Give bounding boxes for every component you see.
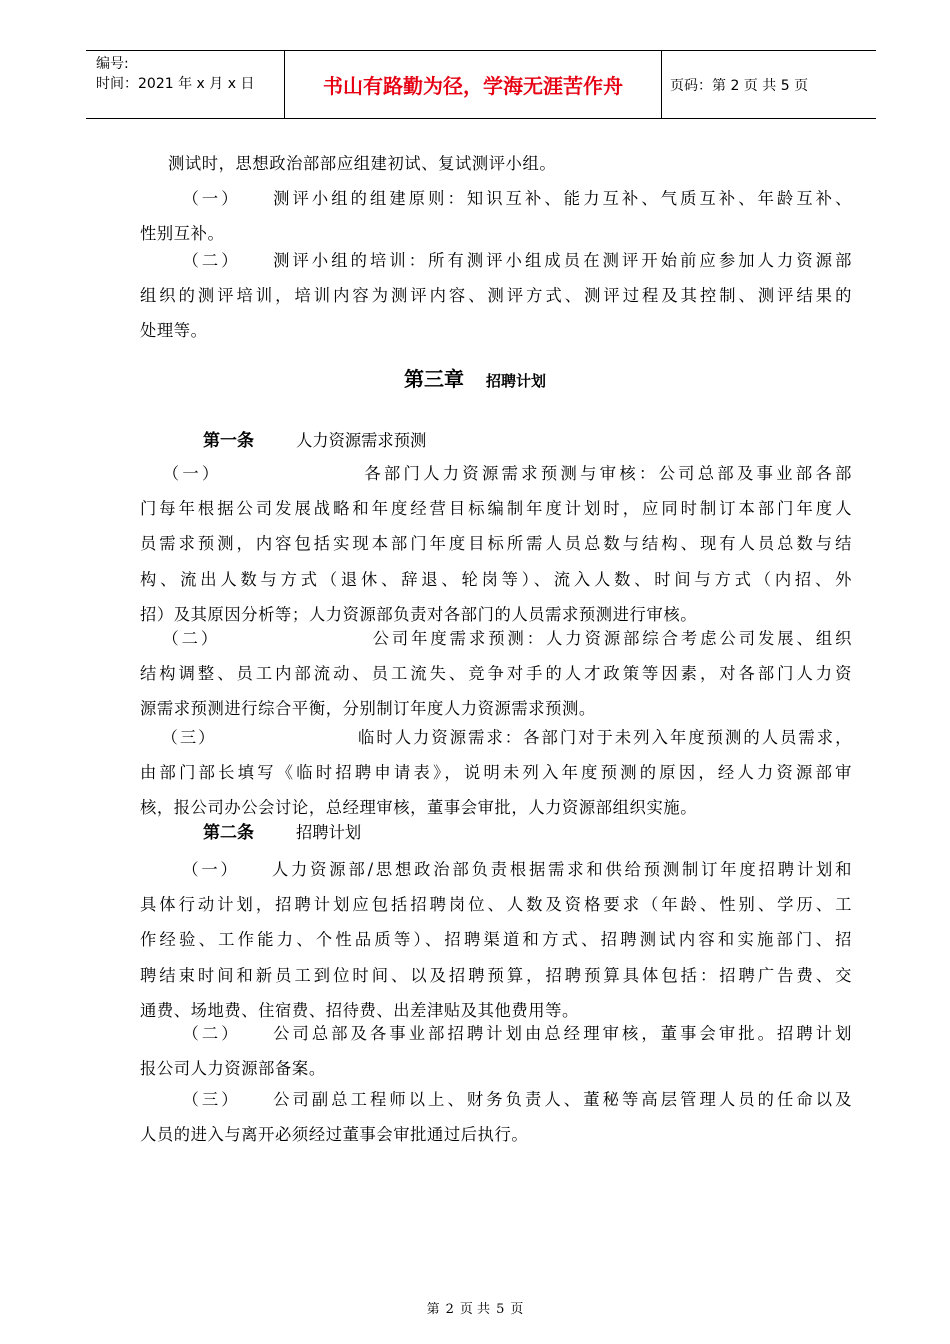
text-line: （一） 各部门人力资源需求预测与审核：公司总部及事业部各部 [160,464,852,483]
page-footer: 第 2 页 共 5 页 [426,1302,524,1317]
item-number: （三） [160,728,217,747]
text-line: 核，报公司办公会讨论，总经理审核，董事会审批，人力资源部组织实施。 [140,798,698,818]
paragraph [140,181,852,251]
item-number: （三） [180,1090,241,1109]
text-line: 性别互补。 [140,224,225,244]
article-heading [203,429,426,453]
article-title: 招聘计划 [296,823,362,842]
text-line: 报公司人力资源部备案。 [140,1059,326,1079]
header-page-info: 页码：第 2 页 共 5 页 [670,77,809,94]
text-line: 由部门部长填写《临时招聘申请表》，说明未列入年度预测的原因，经人力资源部审 [140,763,852,783]
paragraph [140,621,852,727]
item-number: （二） [180,1024,241,1043]
article-number: 第一条 [203,431,254,451]
text-line: 组织的测评培训，培训内容为测评内容、测评方式、测评过程及其控制、测评结果的 [140,286,852,306]
paragraph [140,1016,852,1086]
chapter-heading [0,363,950,392]
document-time: 时间：2021 年 x 月 x 日 [96,76,255,92]
page-header [86,50,876,119]
current-page-number: 2 [445,1302,454,1317]
item-number: （一） [180,860,240,879]
paragraph [140,146,852,181]
text-line: 构、流出人数与方式（退休、辞退、轮岗等）、流入人数、时间与方式（内招、外 [140,569,852,589]
text-line: 人员的进入与离开必须经过董事会审批通过后执行。 [140,1125,529,1145]
paragraph [140,852,852,1028]
text-line: （三） 公司副总工程师以上、财务负责人、董秘等高层管理人员的任命以及 [180,1090,852,1109]
item-number: （一） [180,189,241,208]
article-title: 人力资源需求预测 [296,431,427,450]
document-number-label: 编号: [96,56,129,72]
total-pages: 5 [496,1302,505,1317]
paragraph [140,720,852,826]
text-line: （二） 测评小组的培训：所有测评小组成员在测评开始前应参加人力资源部 [180,251,852,270]
header-meta [96,54,254,94]
chapter-number: 第三章 [403,367,464,391]
item-number: （二） [180,251,241,270]
text-line: 测试时，思想政治部部应组建初试、复试测评小组。 [168,154,557,173]
chapter-title: 招聘计划 [485,372,546,390]
article-heading [203,821,361,845]
text-line: （一） 测评小组的组建原则：知识互补、能力互补、气质互补、年龄互补、 [180,189,852,208]
text-line: 源需求预测进行综合平衡，分别制订年度人力资源需求预测。 [140,699,596,719]
text-line: 员需求预测，内容包括实现本部门年度目标所需人员总数与结构、现有人员总数与结 [140,534,852,554]
text-line: 聘结束时间和新员工到位时间、以及招聘预算，招聘预算具体包括：招聘广告费、交 [140,965,852,985]
article-number: 第二条 [203,823,254,843]
text-line: 门每年根据公司发展战略和年度经营目标编制年度计划时，应同时制订本部门年度人 [140,499,852,519]
text-line: （二） 公司总部及各事业部招聘计划由总经理审核，董事会审批。招聘计划 [180,1024,852,1043]
header-motto: 书山有路勤为径，学海无涯苦作舟 [284,51,662,118]
text-line: （三） 临时人力资源需求：各部门对于未列入年度预测的人员需求， [160,728,852,747]
text-line: （一） 人力资源部/思想政治部负责根据需求和供给预测制订年度招聘计划和 [180,860,852,879]
item-number: （一） [160,464,222,483]
paragraph [140,243,852,349]
text-line: 招）及其原因分析等；人力资源部负责对各部门的人员需求预测进行审核。 [140,604,698,624]
text-line: 作经验、工作能力、个性品质等）、招聘渠道和方式、招聘测试内容和实施部门、招 [140,930,852,950]
text-line: （二） 公司年度需求预测：人力资源部综合考虑公司发展、组织 [160,629,852,648]
paragraph [140,1082,852,1152]
item-number: （二） [160,629,221,648]
text-line: 通费、场地费、住宿费、招待费、出差津贴及其他费用等。 [140,1000,579,1020]
text-line: 结构调整、员工内部流动、员工流失、竞争对手的人才政策等因素，对各部门人力资 [140,664,852,684]
paragraph [140,456,852,632]
text-line: 具体行动计划，招聘计划应包括招聘岗位、人数及资格要求（年龄、性别、学历、工 [140,895,852,915]
text-line: 处理等。 [140,321,208,341]
